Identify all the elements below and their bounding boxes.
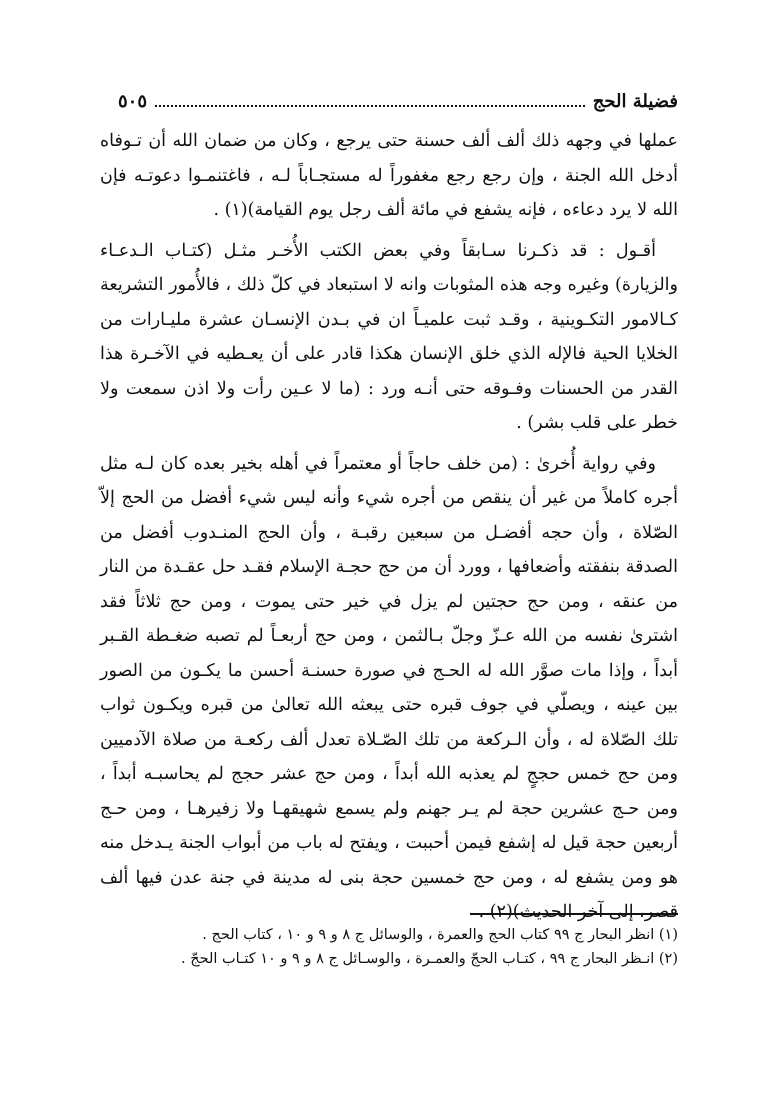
footnote-1: (١) انظر البحار ج ٩٩ كتاب الحج والعمرة ، والوسائل ج ٨ و ٩ و ١٠ ، كتاب الحج . xyxy=(202,927,678,943)
leader-dots xyxy=(155,95,585,107)
footnote-2: (٢) انـظر البحار ج ٩٩ ، كتـاب الحجّ والعمـرة ، والوسـائل ج ٨ و ٩ و ١٠ كتـاب الحجّ . xyxy=(181,951,678,967)
running-header xyxy=(118,86,678,116)
paragraph-2: أقـول : قد ذكـرنا سـابقاً وفي بعض الكتب الأُخـر مثـل (كتـاب الـدعـاء والزيارة) وغيره وجه هذه المثوبات وانه لا استبعاد في كلّ ذلك ، فالأُمور التشريعة كـالامور التكـوينية ، وقـد ثبت علميـاً ان في بـدن الإنسـان عشرة مليـارات من الخلايا الحية فالإله الذي خلق الإنسان هكذا قادر على أن يعـطيه في الآخـرة هذا القدر من الحسنات وفـوقه حتى أنـه ورد : (ما لا عـين رأت ولا اذن سمعت ولا خطر على قلب بشر) . xyxy=(100,240,678,433)
paragraph-1: عملها في وجهه ذلك ألف ألف حسنة حتى يرجع ، وكان من ضمان الله أن تـوفاه أدخل الله الجنة ، وإن رجع رجع مغفوراً له مستجـاباً لـه ، فاغتنمـوا دعوتـه فإن الله لا يرد دعاءه ، فإنه يشفع في مائة ألف رجل يوم القيامة)(١) . xyxy=(100,131,678,220)
footnotes xyxy=(110,923,678,971)
body-text xyxy=(100,124,678,936)
paragraph-3: وفي رواية أُخرىٰ : (من خلف حاجاً أو معتمراً في أهله بخير بعده كان لـه مثل أجره كاملاً من غير أن ينقص من أجره شيء وأنه ليس شيء أفضل من الحج إلاّ الصّلاة ، وأن حجه أفضـل من سبعين رقبـة ، وأن الحج المنـدوب أفضل من الصدقة بنفقته وأضعافها ، وورد أن من حج حجـة الإسلام فقـد حل عقـدة من النار من عنقه ، ومن حج حجتين لم يزل في خير حتى يموت ، ومن حج ثلاثاً فقد اشترىٰ نفسه من الله عـزّ وجلّ بـالثمن ، ومن حج أربعـاً لم تصبه ضغـطة القـبر أبداً ، وإذا مات صوَّر الله له الحـج في صورة حسنـة أحسن ما يكـون من الصور بين عينه ، ويصلّي في جوف قبره حتى يبعثه الله تعالىٰ من قبره ويكـون ثواب تلك الصّلاة له ، وأن الـركعة من تلك الصّـلاة تعدل ألف ركعـة من صلاة الآدميين ومن حج خمس حججٍ لم يعذبه الله أبداً ، ومن حج عشر حجج لم يحاسبـه أبداً ، ومن حـج عشرين حجة لم يـر جهنم ولم يسمع شهيقهـا ولا زفيرهـا ، ومن حـج أربعين حجة قيل له إشفع فيمن أحببت ، ويفتح له باب من أبواب الجنة يـدخل منه هو ومن يشفع له ، ومن حج خمسين حجة بنى له مدينة في جنة عدن فيها ألف قصر، إلى آخر الحديث)(٢) . xyxy=(100,453,678,922)
page-number: ٥٠٥ xyxy=(118,90,148,112)
chapter-title: فضيلة الحج xyxy=(592,90,678,112)
footnote-separator xyxy=(470,913,678,915)
